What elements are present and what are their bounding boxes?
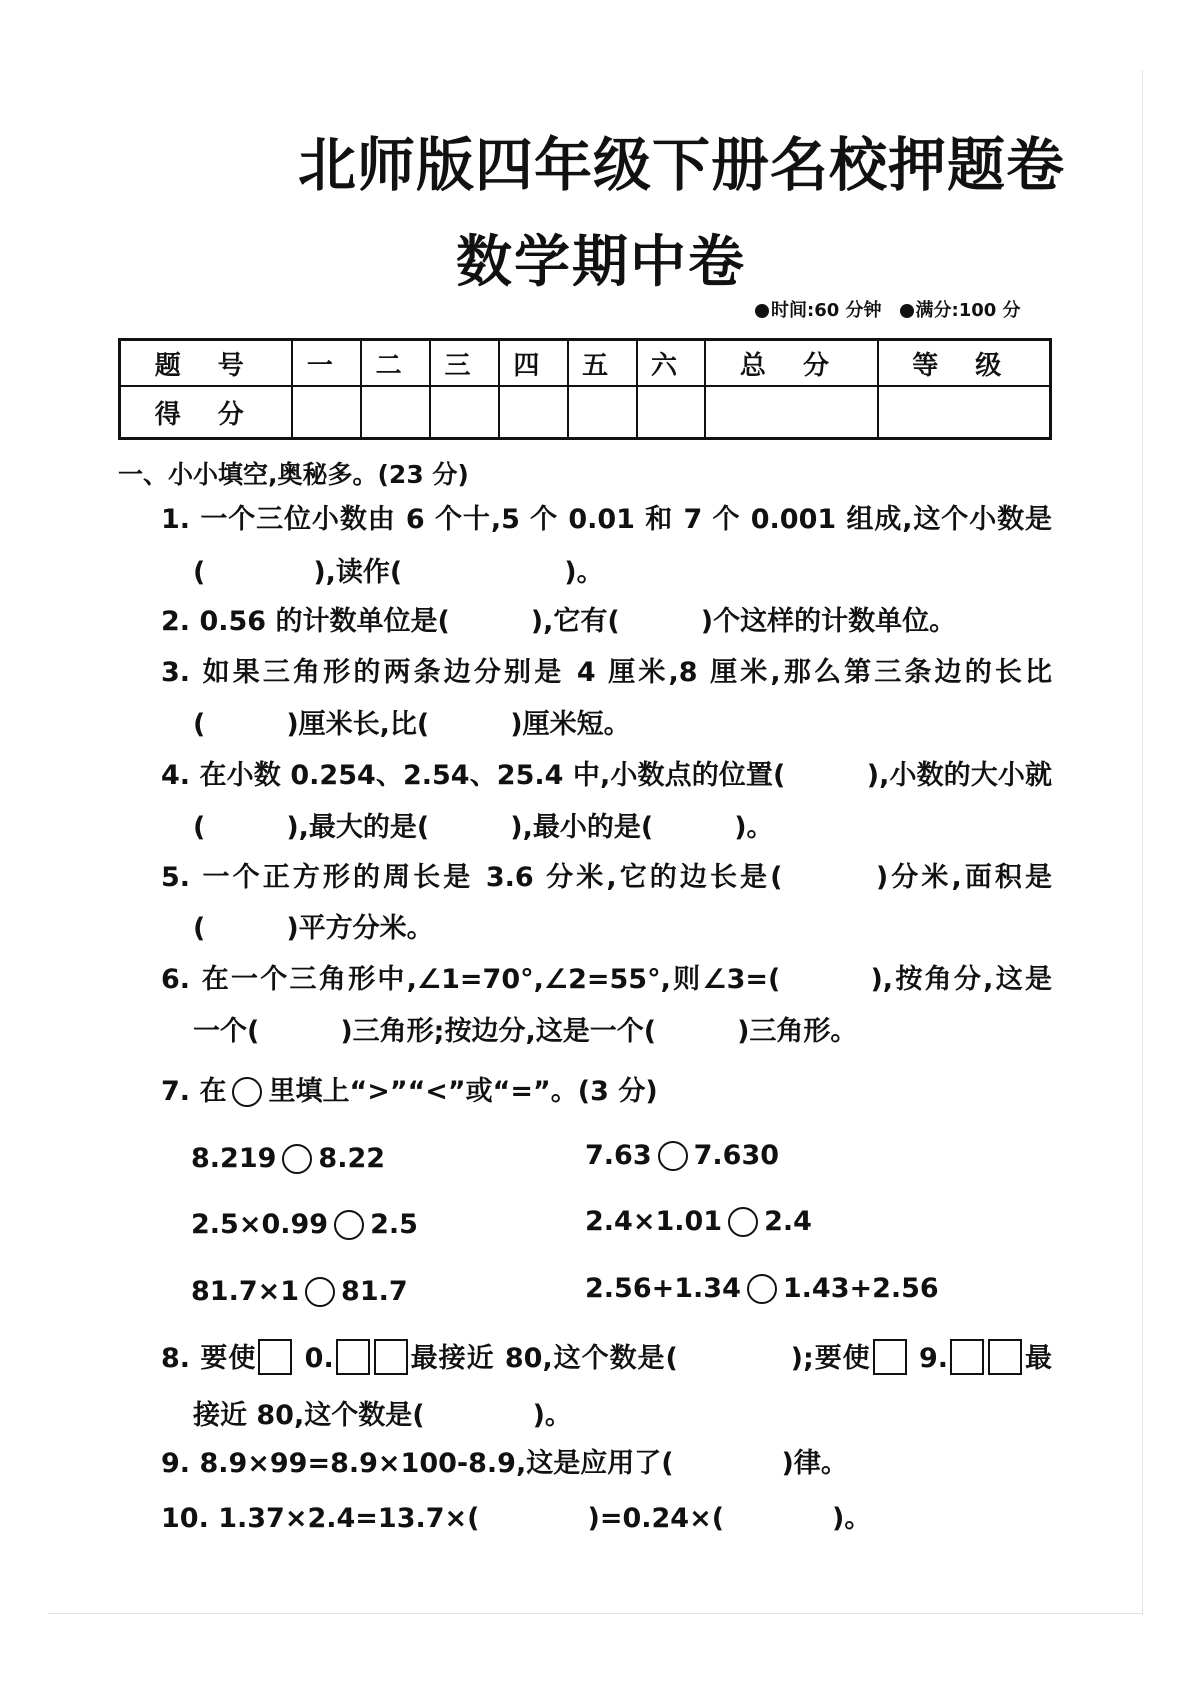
question-line xyxy=(585,1139,779,1173)
question-text: 4. 在小数 0.254、2.54、25.4 中,小数点的位置( ),小数的大小就 xyxy=(161,760,1052,791)
question-text: 7. 在 xyxy=(161,1076,227,1107)
question-text: 8. 要使 xyxy=(161,1343,257,1374)
question-line xyxy=(161,1447,848,1481)
question-line xyxy=(161,963,1052,997)
score-cell[interactable] xyxy=(499,386,568,439)
question-text: 81.7×1 xyxy=(191,1276,300,1307)
score-cell[interactable] xyxy=(430,386,499,439)
full-score: 满分:100 分 xyxy=(915,300,1021,321)
page-border-right xyxy=(1142,70,1143,1615)
header-cell: 二 xyxy=(361,340,430,387)
score-cell[interactable] xyxy=(568,386,637,439)
exam-subtitle: 数学期中卷 xyxy=(456,230,746,295)
answer-box[interactable] xyxy=(988,1339,1022,1375)
question-text: 1.43+2.56 xyxy=(782,1273,939,1304)
answer-box[interactable] xyxy=(873,1339,907,1375)
exam-meta xyxy=(755,296,1021,322)
question-text: 2.5 xyxy=(370,1209,418,1240)
question-text: 一个( )三角形;按边分,这是一个( )三角形。 xyxy=(193,1016,858,1047)
header-cell: 四 xyxy=(499,340,568,387)
clock-icon xyxy=(755,304,769,318)
question-text: 5. 一个正方形的周长是 3.6 分米,它的边长是( )分米,面积是 xyxy=(161,862,1052,893)
score-cell[interactable] xyxy=(292,386,361,439)
check-icon xyxy=(900,304,914,318)
answer-box[interactable] xyxy=(258,1339,292,1375)
question-text: 2.56+1.34 xyxy=(585,1273,741,1304)
question-text: 3. 如果三角形的两条边分别是 4 厘米,8 厘米,那么第三条边的长比 xyxy=(161,657,1052,688)
question-text: ( ),最大的是( ),最小的是( )。 xyxy=(193,812,774,843)
question-line xyxy=(585,1272,939,1306)
question-line xyxy=(193,1399,572,1433)
question-text: 2. 0.56 的计数单位是( ),它有( )个这样的计数单位。 xyxy=(161,606,957,637)
answer-circle[interactable] xyxy=(334,1210,364,1240)
row-label: 得 分 xyxy=(120,386,293,439)
header-cell: 题 号 xyxy=(120,340,293,387)
question-text: 9. xyxy=(908,1343,949,1374)
question-line xyxy=(191,1275,408,1309)
question-text: 接近 80,这个数是( )。 xyxy=(193,1400,572,1431)
question-text: 里填上“>”“<”或“=”。(3 分) xyxy=(268,1076,658,1107)
question-text: 8.22 xyxy=(318,1143,386,1174)
question-line xyxy=(161,503,1052,537)
answer-circle[interactable] xyxy=(728,1207,758,1237)
question-line xyxy=(161,1502,871,1536)
question-line xyxy=(193,1015,857,1049)
question-text: 81.7 xyxy=(341,1276,408,1307)
question-text: 1. 一个三位小数由 6 个十,5 个 0.01 和 7 个 0.001 组成,这个小数是 xyxy=(161,504,1052,535)
question-text: ( ),读作( )。 xyxy=(193,557,604,588)
question-text: 2.4 xyxy=(764,1206,812,1237)
score-cell[interactable] xyxy=(705,386,877,439)
score-cell[interactable] xyxy=(637,386,706,439)
question-line xyxy=(161,1339,1052,1376)
score-table-header xyxy=(120,340,1051,387)
header-cell: 总 分 xyxy=(705,340,877,387)
question-text: 0. xyxy=(294,1343,334,1374)
question-text: 7.63 xyxy=(585,1140,652,1171)
question-text: 6. 在一个三角形中,∠1=70°,∠2=55°,则∠3=( ),按角分,这是 xyxy=(161,964,1052,995)
question-line xyxy=(193,811,774,845)
question-line xyxy=(193,556,604,590)
question-text: 9. 8.9×99=8.9×100-8.9,这是应用了( )律。 xyxy=(161,1448,848,1479)
answer-circle[interactable] xyxy=(658,1141,688,1171)
answer-box[interactable] xyxy=(950,1339,984,1375)
page-border-bottom xyxy=(48,1613,1143,1614)
question-line xyxy=(193,912,434,946)
header-cell: 三 xyxy=(430,340,499,387)
exam-title: 北师版四年级下册名校押题卷 xyxy=(298,131,1066,199)
question-line xyxy=(161,1075,658,1109)
score-table-row xyxy=(120,386,1051,439)
question-line xyxy=(191,1142,385,1176)
score-cell[interactable] xyxy=(361,386,430,439)
question-line xyxy=(161,861,1052,895)
header-cell: 五 xyxy=(568,340,637,387)
question-line xyxy=(161,759,1052,793)
question-text: 最接近 80,这个数是( );要使 xyxy=(409,1343,871,1374)
time-limit: 时间:60 分钟 xyxy=(771,300,882,321)
question-line xyxy=(191,1208,418,1242)
header-cell: 六 xyxy=(637,340,706,387)
question-text: ( )厘米长,比( )厘米短。 xyxy=(193,709,631,740)
answer-circle[interactable] xyxy=(282,1144,312,1174)
question-line xyxy=(161,656,1052,690)
question-line xyxy=(585,1205,812,1239)
question-text: 2.5×0.99 xyxy=(191,1209,329,1240)
answer-circle[interactable] xyxy=(305,1277,335,1307)
answer-circle[interactable] xyxy=(747,1274,777,1304)
question-text: 2.4×1.01 xyxy=(585,1206,723,1237)
question-text: 10. 1.37×2.4=13.7×( )=0.24×( )。 xyxy=(161,1503,872,1534)
question-text: 8.219 xyxy=(191,1143,277,1174)
question-text: 7.630 xyxy=(693,1140,780,1171)
question-text: ( )平方分米。 xyxy=(193,913,434,944)
score-cell[interactable] xyxy=(878,386,1051,439)
answer-circle[interactable] xyxy=(232,1077,262,1107)
question-line xyxy=(193,708,631,742)
answer-box[interactable] xyxy=(374,1339,408,1375)
section-heading: 一、小小填空,奥秘多。(23 分) xyxy=(118,460,469,489)
header-cell: 等 级 xyxy=(878,340,1051,387)
question-text: 最 xyxy=(1024,1343,1052,1374)
answer-box[interactable] xyxy=(336,1339,370,1375)
header-cell: 一 xyxy=(292,340,361,387)
question-line xyxy=(161,605,956,639)
score-table xyxy=(118,338,1052,440)
